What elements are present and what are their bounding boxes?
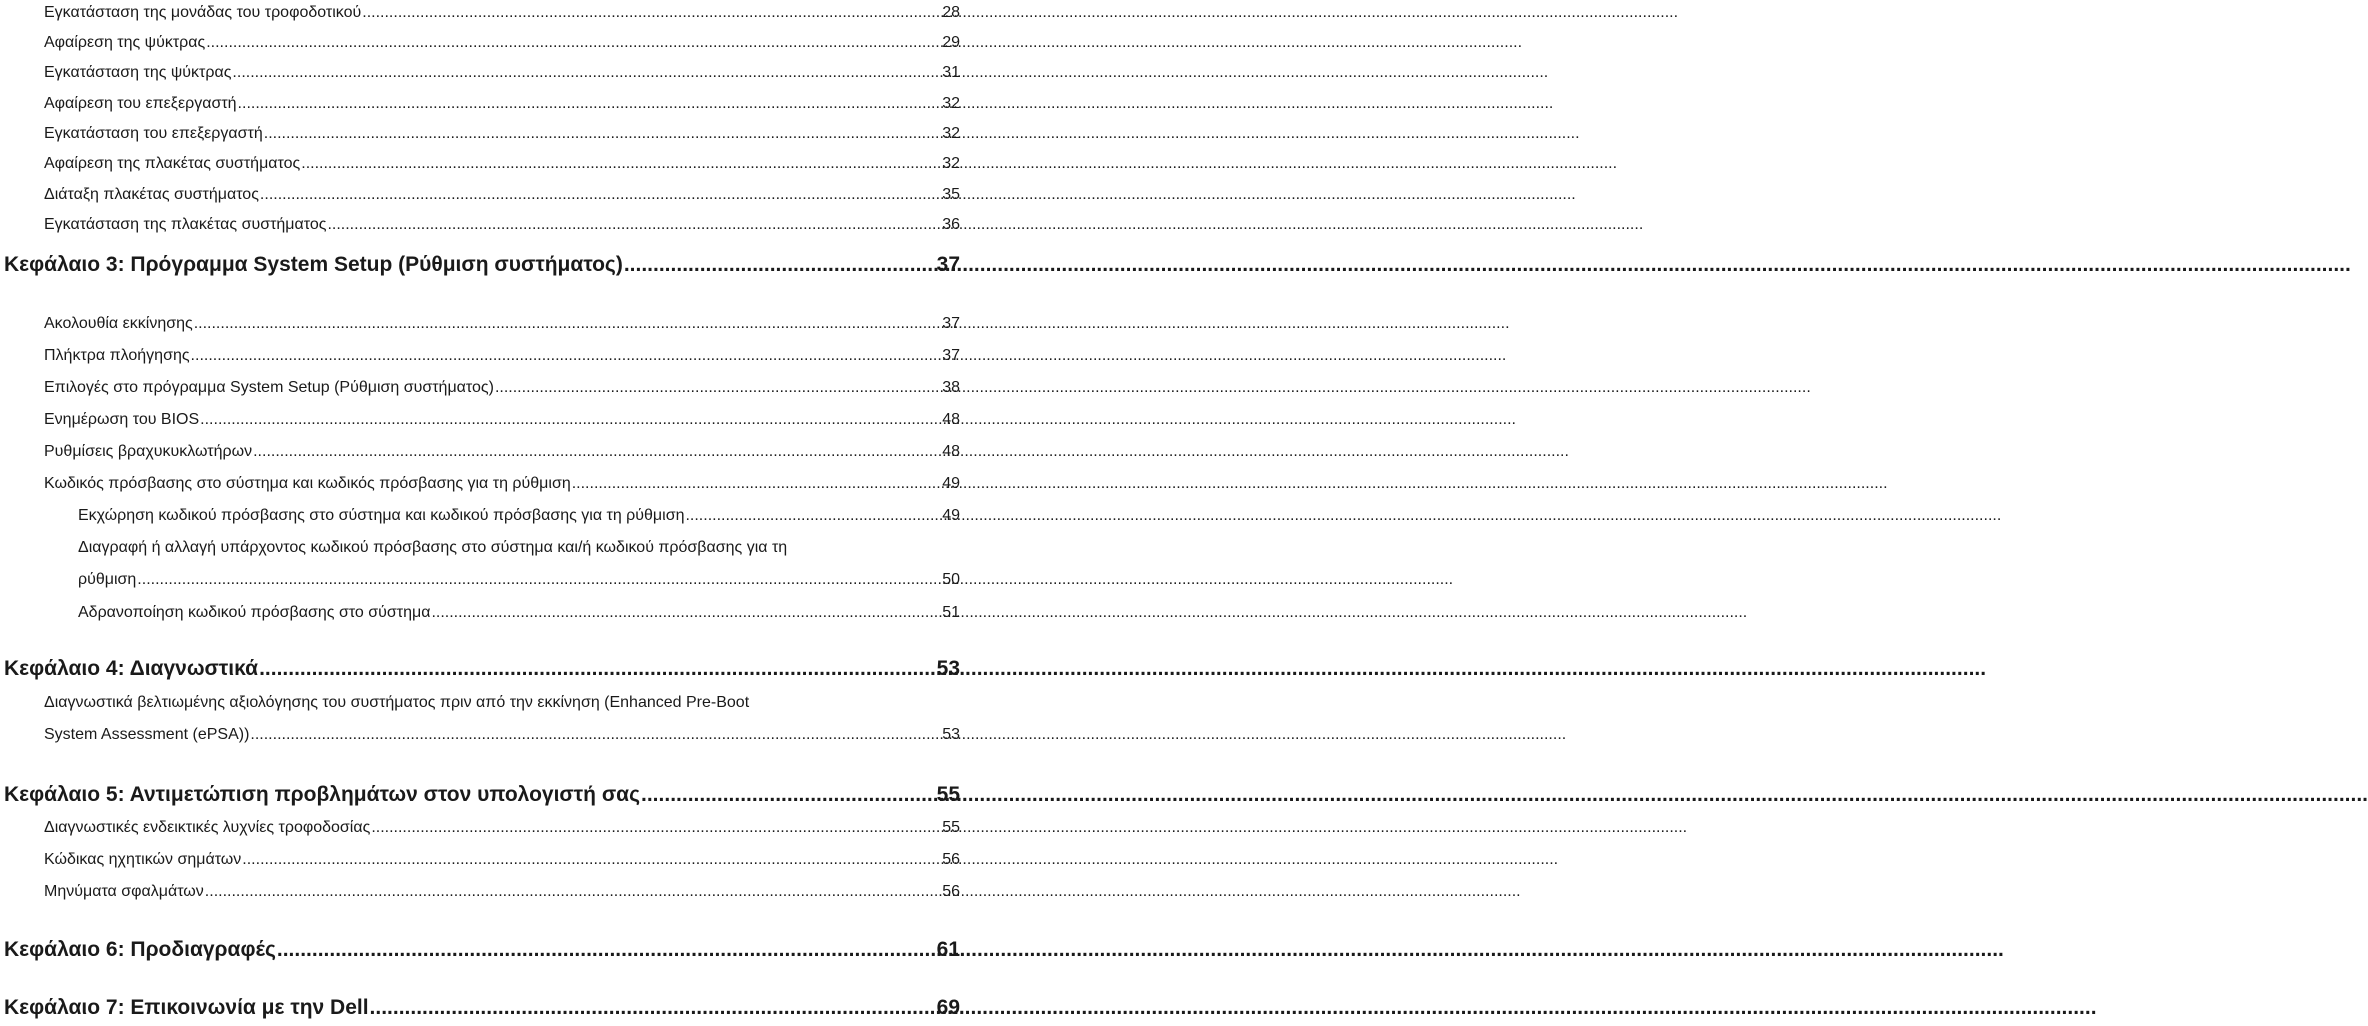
toc-entry-page: 50: [942, 571, 960, 588]
toc-entry[interactable]: [44, 815, 960, 841]
toc-entry-page: 32: [942, 125, 960, 142]
toc-entry-page: 37: [942, 315, 960, 332]
dot-leader: [205, 879, 941, 905]
toc-entry[interactable]: [44, 847, 960, 873]
toc-entry[interactable]: [44, 311, 960, 337]
toc-chapter-title: Κεφάλαιο 5: Αντιμετώπιση προβλημάτων στον υπολογιστή σας: [4, 783, 641, 806]
toc-entry-page: 53: [942, 726, 960, 743]
toc-subentry[interactable]: [78, 503, 960, 529]
toc-entry-title: Μηνύματα σφαλμάτων: [44, 883, 204, 900]
toc-entry-page: 29: [942, 34, 960, 51]
toc-entry-title: System Assessment (ePSA)): [44, 726, 250, 743]
toc-entry-page: 37: [942, 347, 960, 364]
toc-entry-page: 49: [942, 507, 960, 524]
toc-entry[interactable]: [44, 212, 960, 238]
dot-leader: [194, 311, 942, 337]
toc-chapter-title: Κεφάλαιο 6: Προδιαγραφές: [4, 938, 276, 961]
toc-chapter-title: Κεφάλαιο 3: Πρόγραμμα System Setup (Ρύθμιση συστήματος): [4, 253, 623, 276]
toc-entry-title: Εγκατάσταση της πλακέτας συστήματος: [44, 216, 327, 233]
dot-leader: [371, 815, 941, 841]
toc-entry-title: Κώδικας ηχητικών σημάτων: [44, 851, 242, 868]
toc-chapter-page: 69: [936, 996, 960, 1019]
toc-entry-page: 36: [942, 216, 960, 233]
toc-entry-title: Διαγνωστικές ενδεικτικές λυχνίες τροφοδοσίας: [44, 819, 371, 836]
toc-chapter-7[interactable]: [4, 991, 960, 1025]
toc-entry-page: 31: [942, 64, 960, 81]
toc-chapter-title: Κεφάλαιο 7: Επικοινωνία με την Dell: [4, 996, 369, 1019]
toc-entry[interactable]: [44, 375, 960, 401]
toc-entry[interactable]: [44, 121, 960, 147]
toc-entry[interactable]: [44, 60, 960, 86]
toc-chapter-page: 53: [936, 657, 960, 680]
toc-entry-title: Εγκατάσταση του επεξεργαστή: [44, 125, 263, 142]
dot-leader: [641, 778, 936, 812]
toc-entry[interactable]: [44, 182, 960, 208]
toc-entry-title: Διάταξη πλακέτας συστήματος: [44, 186, 259, 203]
dot-leader: [200, 407, 941, 433]
dot-leader: [495, 375, 941, 401]
toc-entry-page: 48: [942, 411, 960, 428]
dot-leader: [232, 60, 941, 86]
toc-entry-page: 38: [942, 379, 960, 396]
toc-chapter-3[interactable]: [4, 248, 960, 282]
dot-leader: [685, 503, 941, 529]
dot-leader: [206, 30, 941, 56]
toc-entry[interactable]: [44, 722, 960, 748]
toc-entry-page: 49: [942, 475, 960, 492]
dot-leader: [362, 0, 941, 26]
toc-chapter-page: 37: [936, 253, 960, 276]
toc-subentry[interactable]: [78, 567, 960, 593]
dot-leader: [301, 151, 941, 177]
toc-entry-page: 28: [942, 4, 960, 21]
toc-chapter-page: 55: [936, 783, 960, 806]
toc-entry-page: 56: [942, 883, 960, 900]
dot-leader: [624, 248, 936, 282]
toc-entry-page: 48: [942, 443, 960, 460]
toc-chapter-5[interactable]: [4, 778, 960, 812]
toc-chapter-4[interactable]: [4, 652, 960, 686]
toc-entry-page: 35: [942, 186, 960, 203]
dot-leader: [327, 212, 941, 238]
toc-entry-title: Πλήκτρα πλοήγησης: [44, 347, 190, 364]
dot-leader: [572, 471, 941, 497]
toc-entry[interactable]: [44, 879, 960, 905]
toc-entry[interactable]: [44, 91, 960, 117]
dot-leader: [191, 343, 942, 369]
toc-entry-title: Αδρανοποίηση κωδικού πρόσβασης στο σύστημα: [78, 604, 431, 621]
toc-entry-title: Αφαίρεση της πλακέτας συστήματος: [44, 155, 301, 172]
toc-entry-title-line1[interactable]: Διαγνωστικά βελτιωμένης αξιολόγησης του συστήματος πριν από την εκκίνηση (Enhanced Pre-Boot: [44, 694, 750, 711]
toc-entry-title: ρύθμιση: [78, 571, 137, 588]
toc-entry-title: Εγκατάσταση της ψύκτρας: [44, 64, 232, 81]
dot-leader: [370, 991, 936, 1025]
dot-leader: [137, 567, 941, 593]
toc-entry-page: 56: [942, 851, 960, 868]
toc-entry-title: Ακολουθία εκκίνησης: [44, 315, 193, 332]
toc-chapter-6[interactable]: [4, 933, 960, 967]
toc-entry[interactable]: [44, 407, 960, 433]
toc-entry-page: 32: [942, 95, 960, 112]
toc-entry-title: Ενημέρωση του BIOS: [44, 411, 200, 428]
dot-leader: [431, 600, 941, 626]
toc-chapter-page: 61: [936, 938, 960, 961]
toc-entry-title: Κωδικός πρόσβασης στο σύστημα και κωδικός πρόσβασης για τη ρύθμιση: [44, 475, 571, 492]
toc-entry-title: Αφαίρεση του επεξεργαστή: [44, 95, 237, 112]
toc-entry-title: Αφαίρεση της ψύκτρας: [44, 34, 206, 51]
toc-entry[interactable]: [44, 0, 960, 26]
toc-subentry-title-line1[interactable]: Διαγραφή ή αλλαγή υπάρχοντος κωδικού πρόσβασης στο σύστημα και/ή κωδικού πρόσβασης για τη: [78, 539, 788, 556]
dot-leader: [264, 121, 941, 147]
toc-entry[interactable]: [44, 343, 960, 369]
toc-entry-page: 32: [942, 155, 960, 172]
toc-chapter-title: Κεφάλαιο 4: Διαγνωστικά: [4, 657, 259, 680]
toc-entry[interactable]: [44, 471, 960, 497]
dot-leader: [260, 182, 941, 208]
toc-subentry[interactable]: [78, 600, 960, 626]
dot-leader: [259, 652, 936, 686]
dot-leader: [238, 91, 942, 117]
toc-entry[interactable]: [44, 30, 960, 56]
dot-leader: [277, 933, 936, 967]
toc-entry-page: 51: [942, 604, 960, 621]
dot-leader: [250, 722, 941, 748]
toc-entry[interactable]: [44, 439, 960, 465]
toc-entry-title: Ρυθμίσεις βραχυκυκλωτήρων: [44, 443, 253, 460]
toc-entry-title: Εγκατάσταση της μονάδας του τροφοδοτικού: [44, 4, 362, 21]
dot-leader: [242, 847, 941, 873]
toc-entry[interactable]: [44, 151, 960, 177]
toc-entry-title: Εκχώρηση κωδικού πρόσβασης στο σύστημα και κωδικού πρόσβασης για τη ρύθμιση: [78, 507, 685, 524]
toc-entry-title: Επιλογές στο πρόγραμμα System Setup (Ρύθμιση συστήματος): [44, 379, 494, 396]
dot-leader: [253, 439, 941, 465]
toc-entry-page: 55: [942, 819, 960, 836]
